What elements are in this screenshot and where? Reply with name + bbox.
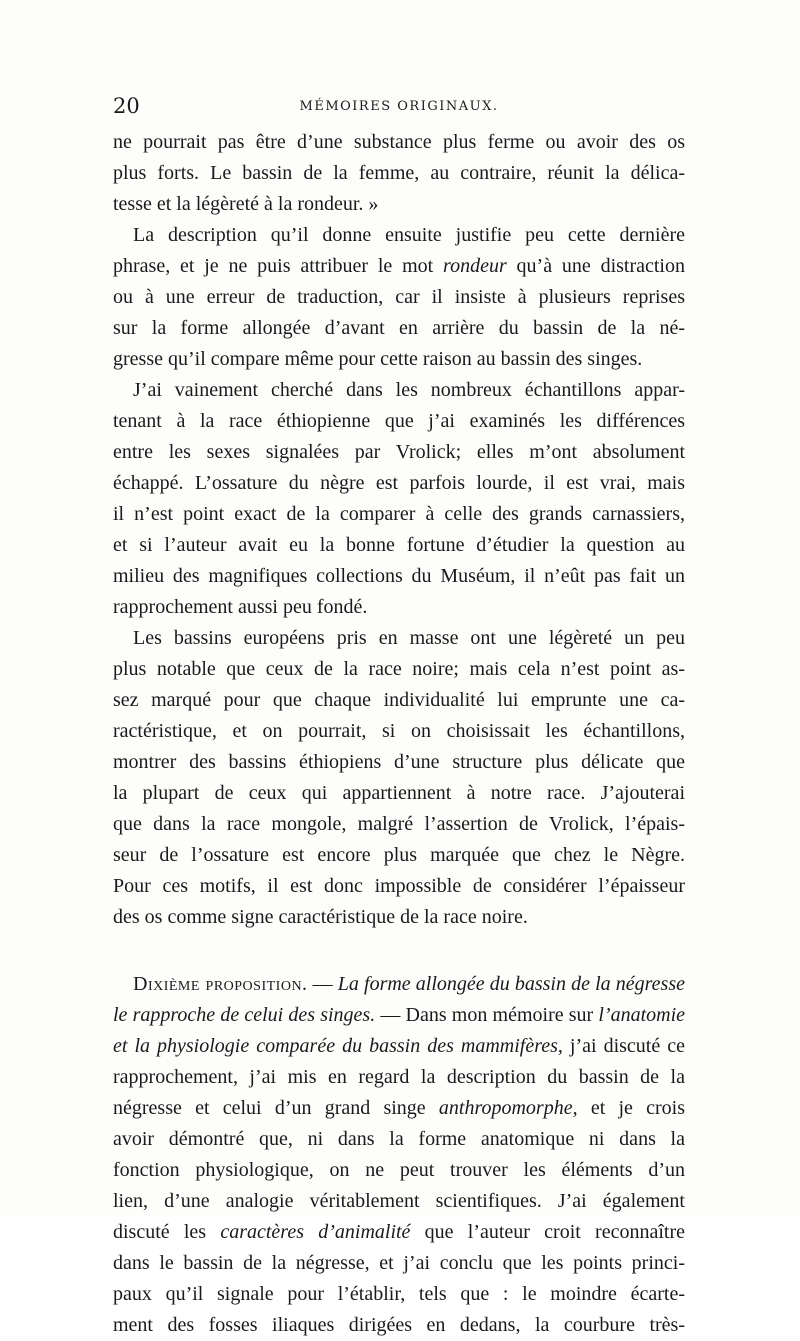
text-run: discuté les xyxy=(113,1221,221,1243)
text-line: tenant à la race éthiopienne que j’ai examinés les différences xyxy=(113,410,685,432)
text-run: , et je crois xyxy=(572,1097,685,1119)
text-run: qu’à une distraction xyxy=(506,255,685,277)
text-line: tesse et la légèreté à la rondeur. » xyxy=(113,193,379,215)
text-line: lien, d’une analogie véritablement scientifiques. J’ai également xyxy=(113,1190,685,1212)
text-line: rapprochement aussi peu fondé. xyxy=(113,596,368,618)
text-line xyxy=(113,1000,685,1031)
italic-term: l’anatomie xyxy=(598,1004,686,1026)
section-break xyxy=(113,933,685,969)
text-run: — xyxy=(307,973,338,995)
text-line: que dans la race mongole, malgré l’assertion de Vrolick, l’épais- xyxy=(113,813,685,835)
text-line: ractéristique, et on pourrait, si on choisissait les échantillons, xyxy=(113,720,685,742)
text-line: plus forts. Le bassin de la femme, au contraire, réunit la délica- xyxy=(113,162,685,184)
page-header xyxy=(113,94,685,118)
italic-term: caractères d’animalité xyxy=(220,1221,411,1243)
text-line: gresse qu’il compare même pour cette raison au bassin des singes. xyxy=(113,348,643,370)
text-line: avoir démontré que, ni dans la forme anatomique ni dans la xyxy=(113,1128,685,1150)
text-line: La description qu’il donne ensuite justifie peu cette dernière xyxy=(133,224,685,246)
text-line: paux qu’il signale pour l’établir, tels que : le moindre écarte- xyxy=(113,1283,685,1305)
proposition-heading-line xyxy=(113,969,685,1000)
proposition-title: le rapproche de celui des singes. xyxy=(113,1004,376,1026)
text-line: dans le bassin de la négresse, et j’ai conclu que les points princi- xyxy=(113,1252,685,1274)
text-line: J’ai vainement cherché dans les nombreux échantillons appar- xyxy=(133,379,685,401)
text-line: Pour ces motifs, il est donc impossible de considérer l’épaisseur xyxy=(113,875,685,897)
italic-term: et la physiologie comparée du bassin des mammifères xyxy=(113,1035,558,1057)
text-line: ne pourrait pas être d’une substance plus ferme ou avoir des os xyxy=(113,131,685,153)
text-line: échappé. L’ossature du nègre est parfois lourde, il est vrai, mais xyxy=(113,472,685,494)
italic-term: anthropomorphe xyxy=(438,1097,573,1119)
text-line: ment des fosses iliaques dirigées en dedans, la courbure très- xyxy=(113,1314,685,1336)
text-run: que l’auteur croit reconnaître xyxy=(410,1221,685,1243)
text-line xyxy=(113,1217,685,1248)
text-line: seur de l’ossature est encore plus marquée que chez le Nègre. xyxy=(113,844,685,866)
text-line: ou à une erreur de traduction, car il insiste à plusieurs reprises xyxy=(113,286,685,308)
text-line: sur la forme allongée d’avant en arrière du bassin de la né- xyxy=(113,317,685,339)
text-run: — Dans mon mémoire sur xyxy=(380,1004,599,1026)
text-run: négresse et celui d’un grand singe xyxy=(113,1097,439,1119)
text-line xyxy=(113,251,685,282)
proposition-title: La forme allongée du bassin de la négresse xyxy=(337,973,685,995)
page-number: 20 xyxy=(113,94,140,118)
text-line xyxy=(113,1031,685,1062)
text-line: des os comme signe caractéristique de la race noire. xyxy=(113,906,528,928)
text-run: , j’ai discuté ce xyxy=(557,1035,685,1057)
text-run: phrase, et je ne puis attribuer le mot xyxy=(113,255,444,277)
text-line: sez marqué pour que chaque individualité lui emprunte une ca- xyxy=(113,689,685,711)
text-line xyxy=(113,1093,685,1124)
text-line: et si l’auteur avait eu la bonne fortune d’étudier la question au xyxy=(113,534,685,556)
italic-term: rondeur xyxy=(443,255,507,277)
text-line: entre les sexes signalées par Vrolick; elles m’ont absolument xyxy=(113,441,685,463)
text-line: il n’est point exact de la comparer à celle des grands carnassiers, xyxy=(113,503,685,525)
text-line: plus notable que ceux de la race noire; mais cela n’est point as- xyxy=(113,658,685,680)
body-text xyxy=(113,127,685,1341)
running-head: MÉMOIRES ORIGINAUX. xyxy=(299,99,499,114)
text-line: rapprochement, j’ai mis en regard la description du bassin de la xyxy=(113,1066,685,1088)
text-line: la plupart de ceux qui appartiennent à notre race. J’ajouterai xyxy=(113,782,685,804)
proposition-heading: Dixième proposition. xyxy=(133,973,308,995)
text-line: milieu des magnifiques collections du Muséum, il n’eût pas fait un xyxy=(113,565,685,587)
text-line: Les bassins européens pris en masse ont une légèreté un peu xyxy=(133,627,685,649)
text-line: fonction physiologique, on ne peut trouver les éléments d’un xyxy=(113,1159,685,1181)
text-line: montrer des bassins éthiopiens d’une structure plus délicate que xyxy=(113,751,685,773)
